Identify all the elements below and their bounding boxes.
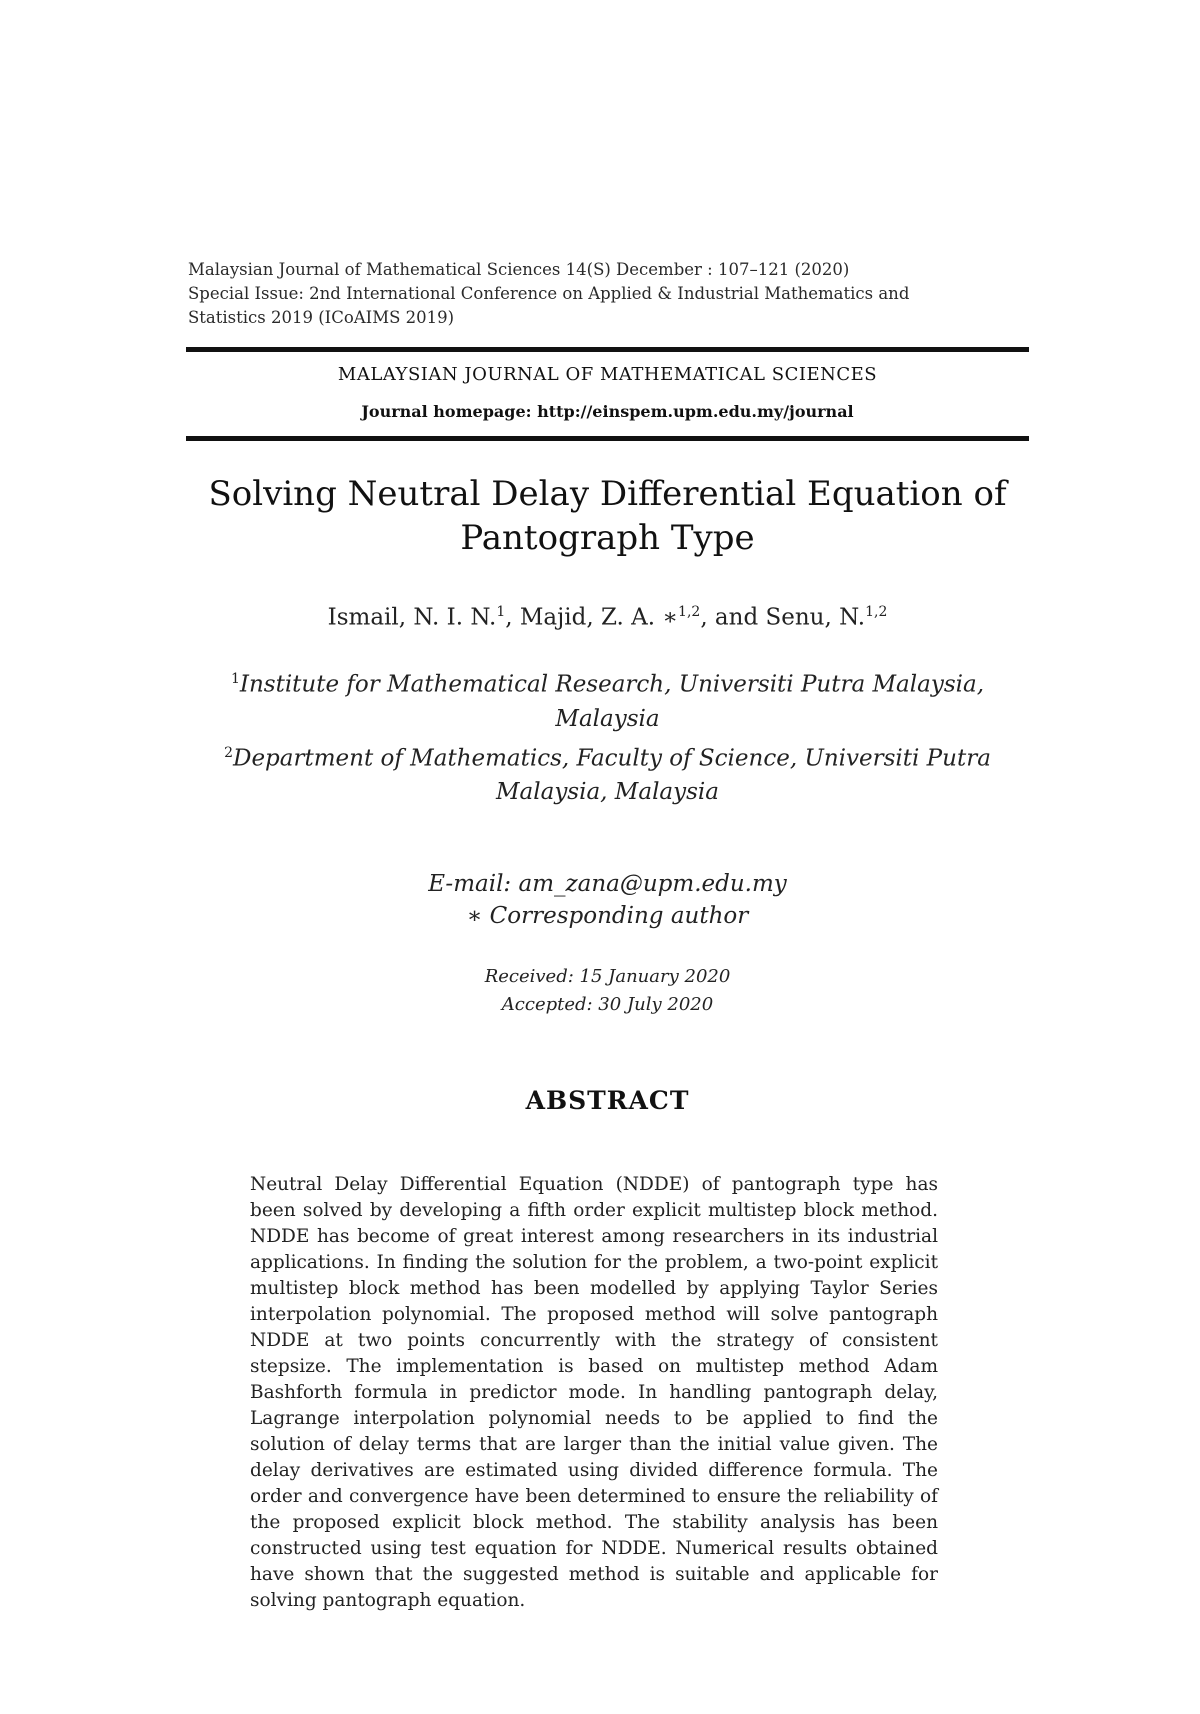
submission-dates [186,963,1029,1019]
received-date: Received: 15 January 2020 [484,966,731,987]
author-affiliation-mark: 1 [496,604,506,620]
affiliation-2 [186,736,1029,776]
publication-info-line1: Malaysian Journal of Mathematical Sciences 14(S) December : 107–121 (2020) [188,260,850,279]
journal-name: MALAYSIAN JOURNAL OF MATHEMATICAL SCIENCES [337,364,878,385]
author-affiliation-mark: 1,2 [865,604,888,620]
contact-info [186,868,1029,932]
paper-title [186,472,1029,560]
accepted-date: Accepted: 30 July 2020 [501,994,714,1015]
abstract-text: Neutral Delay Differential Equation (NDDE) of pantograph type has been solved by developing a fifth order explicit multistep block method. NDDE has become of great interest among researchers in its industrial applications. In finding the solution for the problem, a two-point explicit multistep block method has been modelled by applying Taylor Series interpolation polynomial. The proposed method will solve pantograph NDDE at two points concurrently with the strategy of consistent stepsize. The implementation is based on multistep method Adam Bashforth formula in predictor mode. In handling pantograph delay, Lagrange interpolation polynomial needs to be applied to find the solution of delay terms that are larger than the initial value given. The delay derivatives are estimated using divided difference formula. The order and convergence have been determined to ensure the reliability of the proposed explicit block method. The stability analysis has been constructed using test equation for NDDE. Numerical results obtained have shown that the suggested method is suitable and applicable for solving pantograph equation. [250,1174,938,1611]
author-separator: , and [700,604,766,631]
author-affiliation-mark: 1,2 [678,604,701,620]
abstract-heading: ABSTRACT [525,1086,690,1115]
masthead-top-rule [186,347,1029,352]
paper-title-line2: Pantograph Type [460,518,755,558]
publication-info-line2: Special Issue: 2nd International Conference on Applied & Industrial Mathematics and [188,284,910,303]
publication-info-line3: Statistics 2019 (ICoAIMS 2019) [188,308,455,327]
masthead-bottom-rule [186,436,1029,441]
author-email: E-mail: am_zana@upm.edu.my [428,871,787,897]
affiliation-1 [186,662,1029,702]
affiliation-mark: 1 [230,671,240,687]
author-list [186,604,1029,631]
journal-homepage: Journal homepage: http://einspem.upm.edu.my/journal [361,402,854,421]
author-name: Senu, N. [765,604,866,631]
affiliation-mark: 2 [224,744,233,761]
author-name: Ismail, N. I. N. [327,604,497,631]
affiliation-text: Institute for Mathematical Research, Universiti Putra Malaysia, [239,671,985,698]
affiliations [186,662,1029,809]
author-name: Majid, Z. A. ∗ [519,604,679,631]
publication-info [188,258,1028,330]
affiliation-1-cont: Malaysia [555,705,660,732]
author-separator: , [505,604,520,631]
affiliation-text: Department of Mathematics, Faculty of Science, Universiti Putra [233,745,991,772]
corresponding-author-note: ∗ Corresponding author [466,903,749,929]
affiliation-2-cont: Malaysia, Malaysia [495,779,719,806]
paper-title-line1: Solving Neutral Delay Differential Equation of [208,474,1007,514]
